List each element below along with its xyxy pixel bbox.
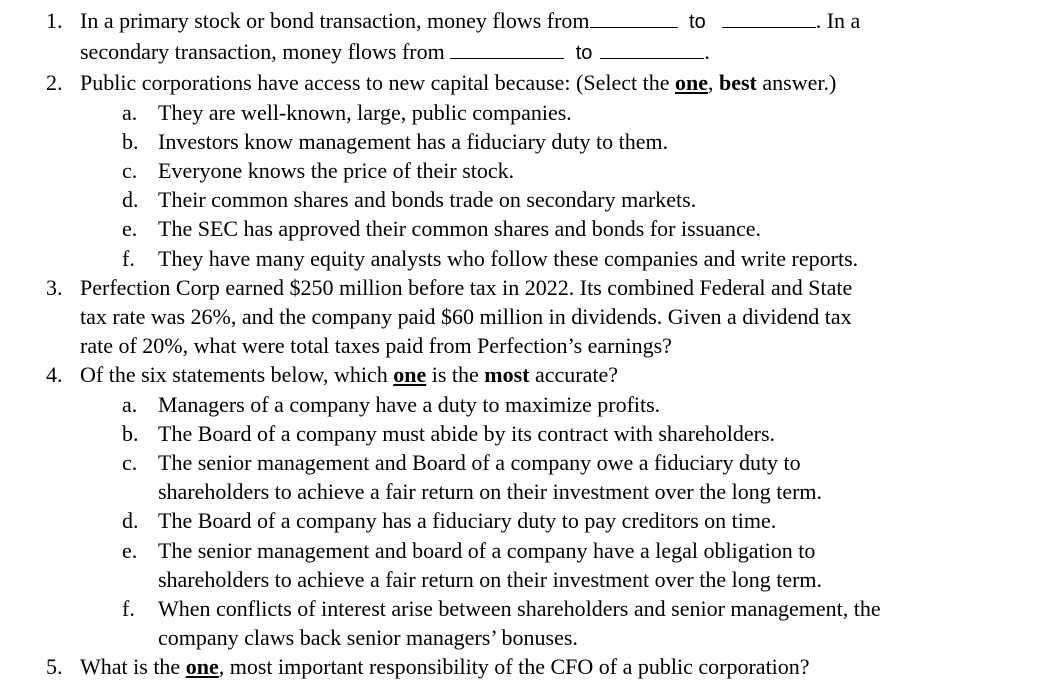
option-letter: b. xyxy=(122,128,139,154)
emphasis-one: one xyxy=(393,362,427,388)
question-number: 5. xyxy=(46,654,63,680)
question-1-text-a: In a primary stock or bond transaction, money flows from xyxy=(80,8,590,33)
question-1-to-a: to xyxy=(689,11,706,33)
question-4-stem xyxy=(80,360,1059,389)
question-1-to-b: to xyxy=(575,42,593,65)
option-text: The senior management and board of a company have a legal obligation to xyxy=(158,537,816,563)
option-text-continued: company claws back senior managers’ bonuses. xyxy=(158,625,578,651)
option-text-continued: shareholders to achieve a fair return on their investment over the long term. xyxy=(158,566,823,592)
option-letter: e. xyxy=(122,216,138,242)
option-letter: f. xyxy=(122,596,135,622)
option-text: The SEC has approved their common shares and bonds for issuance. xyxy=(158,216,762,242)
question-5 xyxy=(0,652,1059,681)
option-text: Everyone knows the price of their stock. xyxy=(158,158,515,184)
answer-blank-4[interactable] xyxy=(600,41,704,59)
option-4d[interactable] xyxy=(0,506,1059,535)
question-2 xyxy=(0,68,1059,97)
question-1-line-2 xyxy=(80,37,1059,68)
question-1-end: . xyxy=(704,39,710,65)
question-2-options xyxy=(0,98,1059,273)
emphasis-most: most xyxy=(484,362,530,388)
question-3-line-1: Perfection Corp earned $250 million before tax in 2022. Its combined Federal and State xyxy=(80,274,853,300)
question-5-stem xyxy=(80,652,1059,681)
question-1-text-c: secondary transaction, money flows from xyxy=(80,39,445,65)
emphasis-one: one xyxy=(675,70,708,96)
question-2-text-a: Public corporations have access to new capital because: (Select the xyxy=(80,70,675,96)
option-text: Investors know management has a fiduciary duty to them. xyxy=(158,128,669,154)
option-2a[interactable] xyxy=(0,98,1059,127)
option-text: Their common shares and bonds trade on secondary markets. xyxy=(158,187,697,213)
option-2e[interactable] xyxy=(0,214,1059,243)
option-2c[interactable] xyxy=(0,156,1059,185)
option-text: They have many equity analysts who follow these companies and write reports. xyxy=(158,245,859,271)
option-letter: f. xyxy=(122,245,135,271)
option-text: The Board of a company has a fiduciary duty to pay creditors on time. xyxy=(158,508,777,534)
question-number: 2. xyxy=(46,70,63,96)
option-text: They are well-known, large, public companies. xyxy=(158,99,572,125)
option-letter: a. xyxy=(122,99,138,125)
question-3 xyxy=(0,273,1059,361)
option-2d[interactable] xyxy=(0,185,1059,214)
option-letter: a. xyxy=(122,391,138,417)
answer-blank-2[interactable] xyxy=(722,10,816,28)
question-number: 4. xyxy=(46,362,63,388)
option-4a[interactable] xyxy=(0,390,1059,419)
question-2-text-c: answer.) xyxy=(756,70,837,96)
question-1-text-b: . In a xyxy=(815,8,861,33)
option-letter: c. xyxy=(122,158,138,184)
emphasis-best: best xyxy=(719,70,757,96)
question-4 xyxy=(0,360,1059,389)
option-text: Managers of a company have a duty to maximize profits. xyxy=(158,391,661,417)
answer-blank-3[interactable] xyxy=(450,41,564,59)
option-letter: c. xyxy=(122,450,138,476)
option-4c[interactable] xyxy=(0,448,1059,506)
option-4f[interactable] xyxy=(0,594,1059,652)
option-2f[interactable] xyxy=(0,244,1059,273)
question-number: 1. xyxy=(46,8,63,33)
question-1-line-1 xyxy=(80,6,1059,37)
option-2b[interactable] xyxy=(0,127,1059,156)
question-2-text-b: , xyxy=(708,70,719,96)
question-1 xyxy=(0,6,1059,68)
answer-blank-1[interactable] xyxy=(590,10,678,28)
question-4-options xyxy=(0,390,1059,653)
option-letter: d. xyxy=(122,187,139,213)
option-letter: d. xyxy=(122,508,139,534)
option-text: When conflicts of interest arise between shareholders and senior management, the xyxy=(158,596,881,622)
question-5-text-b: , most important responsibility of the CFO of a public corporation? xyxy=(218,654,810,680)
option-text: The senior management and Board of a company owe a fiduciary duty to xyxy=(158,450,801,476)
option-text: The Board of a company must abide by its contract with shareholders. xyxy=(158,420,776,446)
question-4-text-a: Of the six statements below, which xyxy=(80,362,394,388)
option-letter: b. xyxy=(122,420,139,446)
option-text-continued: shareholders to achieve a fair return on their investment over the long term. xyxy=(158,479,823,505)
question-3-line-2: tax rate was 26%, and the company paid $60 million in dividends. Given a dividend tax xyxy=(80,304,852,330)
question-2-stem xyxy=(80,68,1059,97)
emphasis-one: one xyxy=(185,654,219,680)
option-letter: e. xyxy=(122,537,138,563)
question-4-text-c: accurate? xyxy=(529,362,619,388)
question-3-line-3: rate of 20%, what were total taxes paid from Perfection’s earnings? xyxy=(80,333,672,359)
question-4-text-b: is the xyxy=(426,362,485,388)
option-4e[interactable] xyxy=(0,536,1059,594)
option-4b[interactable] xyxy=(0,419,1059,448)
question-5-text-a: What is the xyxy=(80,654,186,680)
question-number: 3. xyxy=(46,274,63,300)
